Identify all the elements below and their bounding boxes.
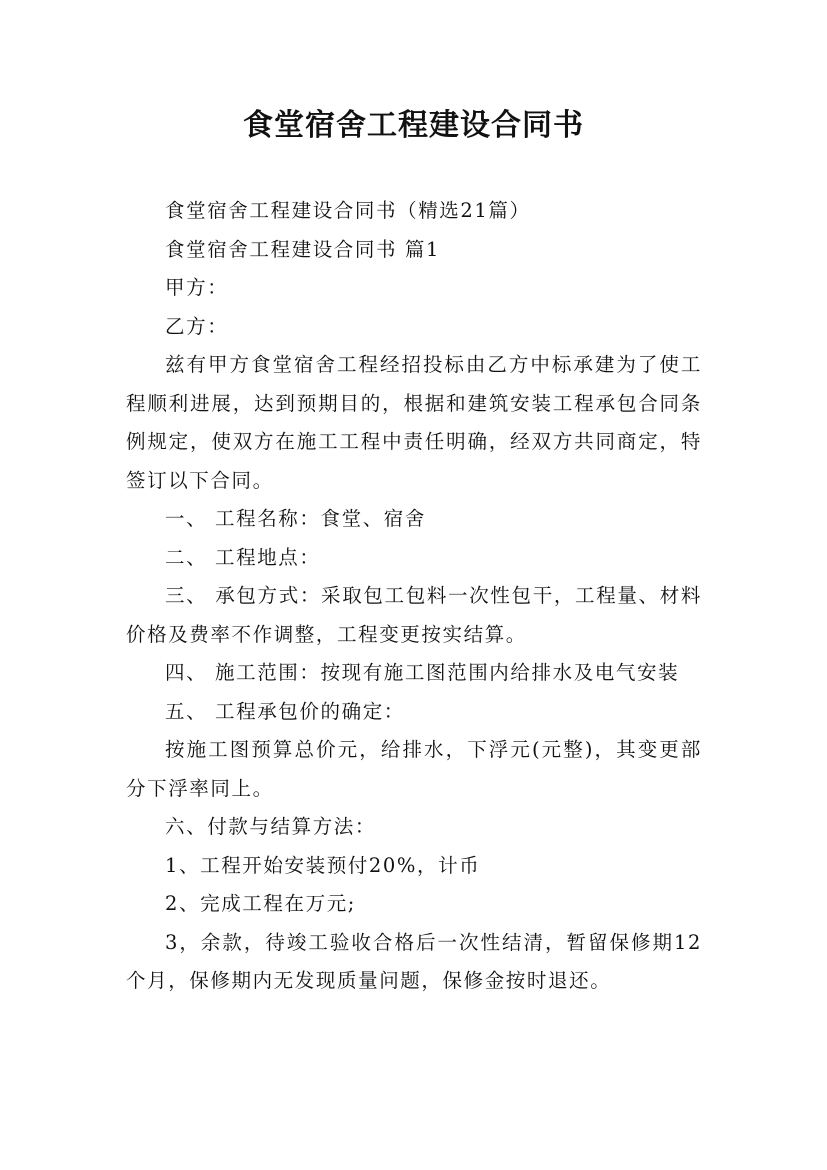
document-body bbox=[126, 192, 702, 1001]
paragraph-price-detail: 按施工图预算总价元，给排水，下浮元(元整)，其变更部分下浮率同上。 bbox=[126, 738, 702, 800]
paragraph-construction-scope: 四、 施工范围：按现有施工图范围内给排水及电气安装 bbox=[165, 661, 680, 684]
paragraph-project-location: 二、 工程地点： bbox=[165, 545, 321, 569]
paragraph-price-heading: 五、 工程承包价的确定： bbox=[165, 699, 405, 723]
paragraph-party-a: 甲方： bbox=[165, 276, 229, 299]
paragraph-subtitle: 食堂宿舍工程建设合同书（精选21篇） bbox=[165, 199, 531, 222]
document-title: 食堂宿舍工程建设合同书 bbox=[243, 108, 584, 143]
paragraph-contract-method: 三、 承包方式：采取包工包料一次性包干，工程量、材料价格及费率不作调整，工程变更按实结算。 bbox=[126, 584, 702, 646]
paragraph-preamble: 兹有甲方食堂宿舍工程经招投标由乙方中标承建为了使工程顺利进展，达到预期目的，根据和建筑安装工程承包合同条例规定，使双方在施工工程中责任明确，经双方共同商定，特签订以下合同。 bbox=[126, 353, 702, 492]
paragraph-payment-2: 2、完成工程在万元; bbox=[165, 892, 356, 915]
paragraph-payment-1: 1、工程开始安装预付20%，计币 bbox=[165, 853, 481, 877]
paragraph-section-heading: 食堂宿舍工程建设合同书 篇1 bbox=[165, 237, 441, 261]
paragraph-party-b: 乙方： bbox=[165, 314, 229, 338]
paragraph-payment-heading: 六、付款与结算方法： bbox=[165, 815, 377, 838]
paragraph-payment-3: 3，余款，待竣工验收合格后一次性结清，暂留保修期12个月，保修期内无发现质量问题，保修金按时退还。 bbox=[126, 930, 702, 992]
paragraph-project-name: 一、 工程名称：食堂、宿舍 bbox=[165, 507, 426, 530]
